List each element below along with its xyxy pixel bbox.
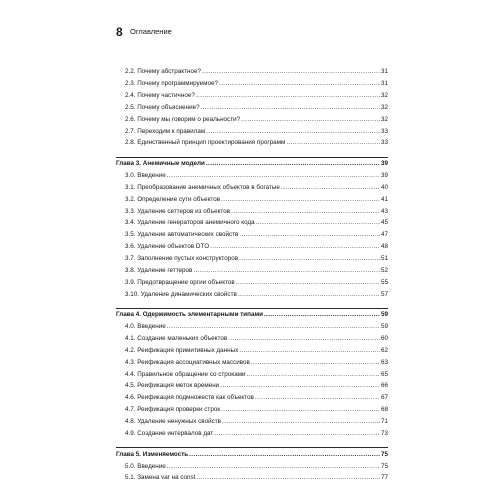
toc-entry-page: 55: [380, 278, 388, 286]
toc-entry-title: 4.4. Правильное обращение со строками: [125, 370, 246, 378]
toc-section-entry[interactable]: [116, 135, 388, 147]
toc-entry-page: 43: [380, 207, 388, 215]
toc-chapter-entry[interactable]: [116, 446, 388, 458]
toc-entry-page: 60: [380, 335, 388, 343]
toc-entry-page: 32: [380, 92, 388, 100]
toc-section-entry[interactable]: [116, 88, 388, 100]
dot-leader: [236, 279, 380, 287]
toc-section-entry[interactable]: [116, 168, 388, 180]
toc-entry-page: 77: [380, 474, 388, 482]
toc-entry-title: Глава 5. Изменяемость: [116, 450, 189, 458]
dot-leader: [247, 371, 380, 379]
group-spacer: [116, 437, 388, 446]
toc-entry-page: 45: [380, 219, 388, 227]
running-title: Оглавление: [130, 27, 172, 36]
toc-entry-page: 31: [380, 68, 388, 76]
toc-entry-title: 4.6. Реификация подмножеств как объектов: [125, 394, 254, 402]
dot-leader: [206, 160, 380, 168]
dot-leader: [167, 463, 380, 471]
dot-leader: [251, 359, 380, 367]
toc-section-entry[interactable]: [116, 414, 388, 426]
toc-entry-page: 52: [380, 266, 388, 274]
toc-entry-page: 65: [380, 370, 388, 378]
dot-leader: [167, 172, 380, 180]
dot-leader: [214, 430, 380, 438]
toc-entry-title: 3.9. Предотвращение оргии объектов: [125, 278, 235, 286]
toc-entry-page: 73: [380, 429, 388, 437]
dot-leader: [231, 208, 380, 216]
toc-section-entry[interactable]: [116, 64, 388, 76]
toc-entry-title: 4.0. Введение: [125, 323, 166, 331]
group-spacer: [116, 298, 388, 307]
dot-leader: [220, 382, 380, 390]
toc-chapter-entry[interactable]: [116, 156, 388, 168]
toc-entry-title: Глава 3. Анемичные модели: [116, 160, 205, 168]
toc-entry-title: 3.10. Удаление динамических свойств: [125, 290, 237, 298]
toc-section-entry[interactable]: [116, 251, 388, 263]
toc-entry-page: 62: [380, 346, 388, 354]
toc-section-entry[interactable]: [116, 111, 388, 123]
toc-entry-page: 75: [380, 462, 388, 470]
toc-entry-title: 4.8. Удаление ненужных свойств: [125, 417, 221, 425]
toc-entry-page: 32: [380, 103, 388, 111]
dot-leader: [221, 406, 380, 414]
dot-leader: [206, 128, 380, 136]
dot-leader: [264, 311, 380, 319]
dot-leader: [239, 231, 380, 239]
toc-section-entry[interactable]: [116, 425, 388, 437]
toc-section-entry[interactable]: [116, 390, 388, 402]
toc-entry-page: 59: [380, 311, 388, 319]
chapter-rule: [116, 157, 388, 158]
dot-leader: [239, 347, 380, 355]
dot-leader: [286, 139, 380, 147]
toc-section-entry[interactable]: [116, 274, 388, 286]
toc-entry-title: 3.3. Удаление сеттеров из объектов: [125, 207, 231, 215]
toc-section-entry[interactable]: [116, 76, 388, 88]
toc-section-entry[interactable]: [116, 331, 388, 343]
chapter-rule: [116, 447, 388, 448]
dot-leader: [241, 116, 380, 124]
page-number: 8: [116, 25, 123, 39]
toc-entry-title: 3.1. Преобразование анемичных объектов в богатые: [125, 183, 280, 191]
toc-section-entry[interactable]: [116, 263, 388, 275]
toc-entry-page: 39: [380, 172, 388, 180]
toc-entry-title: 4.2. Реификация примитивных данных: [125, 346, 239, 354]
toc-entry-title: 5.1. Замена var на const: [125, 474, 196, 482]
toc-entry-title: 4.5. Реификация меток времени: [125, 382, 220, 390]
toc-section-entry[interactable]: [116, 354, 388, 366]
toc-section-entry[interactable]: [116, 319, 388, 331]
toc-section-entry[interactable]: [116, 458, 388, 470]
toc-entry-page: 59: [380, 323, 388, 331]
toc-entry-page: 48: [380, 243, 388, 251]
toc-section-entry[interactable]: [116, 123, 388, 135]
dot-leader: [221, 196, 380, 204]
toc-entry-title: 2.7. Переходим к правилам: [125, 127, 206, 135]
dot-leader: [189, 451, 380, 459]
toc-entry-title: 2.2. Почему абстрактное?: [125, 68, 201, 76]
toc-section-entry[interactable]: [116, 100, 388, 112]
toc-section-entry[interactable]: [116, 378, 388, 390]
toc-entry-page: 67: [380, 394, 388, 402]
toc-section-entry[interactable]: [116, 470, 388, 482]
toc-section-entry[interactable]: [116, 215, 388, 227]
toc-entry-title: 4.3. Реификация ассоциативных массивов: [125, 358, 250, 366]
toc-entry-page: 63: [380, 358, 388, 366]
group-spacer: [116, 147, 388, 156]
toc-entry-title: 2.6. Почему мы говорим о реальности?: [125, 115, 241, 123]
page-header: [116, 27, 386, 41]
dot-leader: [255, 394, 380, 402]
toc-section-entry[interactable]: [116, 343, 388, 355]
chapter-rule: [116, 308, 388, 309]
toc-entry-page: 41: [380, 195, 388, 203]
toc-entry-page: 75: [380, 450, 388, 458]
toc-entry-page: 33: [380, 139, 388, 147]
toc-section-entry[interactable]: [116, 203, 388, 215]
dot-leader: [228, 335, 380, 343]
toc-entry-title: 2.3. Почему программируемое?: [125, 80, 218, 88]
toc-entry-title: 3.6. Удаление объектов DTO: [125, 243, 210, 251]
toc-entry-title: 4.9. Создание интервалов дат: [125, 429, 214, 437]
dot-leader: [239, 255, 380, 263]
toc-entry-title: 3.8. Удаление геттеров: [125, 266, 193, 274]
toc-entry-page: 68: [380, 406, 388, 414]
dot-leader: [210, 243, 380, 251]
toc-entry-title: Глава 4. Одержимость элементарными типами: [116, 311, 263, 319]
dot-leader: [281, 184, 380, 192]
toc-entry-title: 3.4. Удаление генераторов анемичного кода: [125, 219, 255, 227]
dot-leader: [222, 418, 380, 426]
table-of-contents: [116, 64, 388, 482]
toc-entry-title: 2.4. Почему частичное?: [125, 92, 195, 100]
toc-entry-title: 2.8. Единственный принцип проектирования программ: [125, 139, 286, 147]
toc-entry-title: 4.1. Создание маленьких объектов: [125, 335, 228, 343]
toc-entry-page: 57: [380, 290, 388, 298]
toc-entry-page: 47: [380, 231, 388, 239]
toc-section-entry[interactable]: [116, 402, 388, 414]
dot-leader: [219, 80, 380, 88]
toc-entry-title: 5.0. Введение: [125, 462, 166, 470]
toc-section-entry[interactable]: [116, 286, 388, 298]
dot-leader: [201, 104, 380, 112]
toc-entry-page: 32: [380, 115, 388, 123]
dot-leader: [238, 291, 380, 299]
dot-leader: [193, 267, 380, 275]
toc-section-entry[interactable]: [116, 366, 388, 378]
toc-entry-page: 40: [380, 183, 388, 191]
toc-entry-page: 31: [380, 80, 388, 88]
toc-section-entry[interactable]: [116, 227, 388, 239]
dot-leader: [202, 68, 380, 76]
toc-section-entry[interactable]: [116, 239, 388, 251]
toc-section-entry[interactable]: [116, 180, 388, 192]
dot-leader: [256, 219, 380, 227]
toc-chapter-entry[interactable]: [116, 307, 388, 319]
dot-leader: [196, 92, 380, 100]
dot-leader: [167, 323, 380, 331]
toc-entry-title: 3.0. Введение: [125, 172, 166, 180]
toc-entry-title: 3.5. Удаление автоматических свойств: [125, 231, 239, 239]
toc-entry-page: 71: [380, 417, 388, 425]
toc-entry-title: 2.5. Почему объяснение?: [125, 103, 200, 111]
toc-entry-page: 51: [380, 255, 388, 262]
toc-entry-title: 3.2. Определение сути объектов: [125, 195, 221, 203]
toc-section-entry[interactable]: [116, 191, 388, 203]
toc-entry-page: 39: [380, 160, 388, 168]
toc-entry-page: 66: [380, 382, 388, 390]
toc-entry-page: 33: [380, 127, 388, 135]
toc-entry-title: 4.7. Реификация проверки строк: [125, 406, 221, 414]
dot-leader: [196, 474, 380, 482]
toc-entry-title: 3.7. Заполнение пустых конструкторов: [125, 255, 239, 262]
